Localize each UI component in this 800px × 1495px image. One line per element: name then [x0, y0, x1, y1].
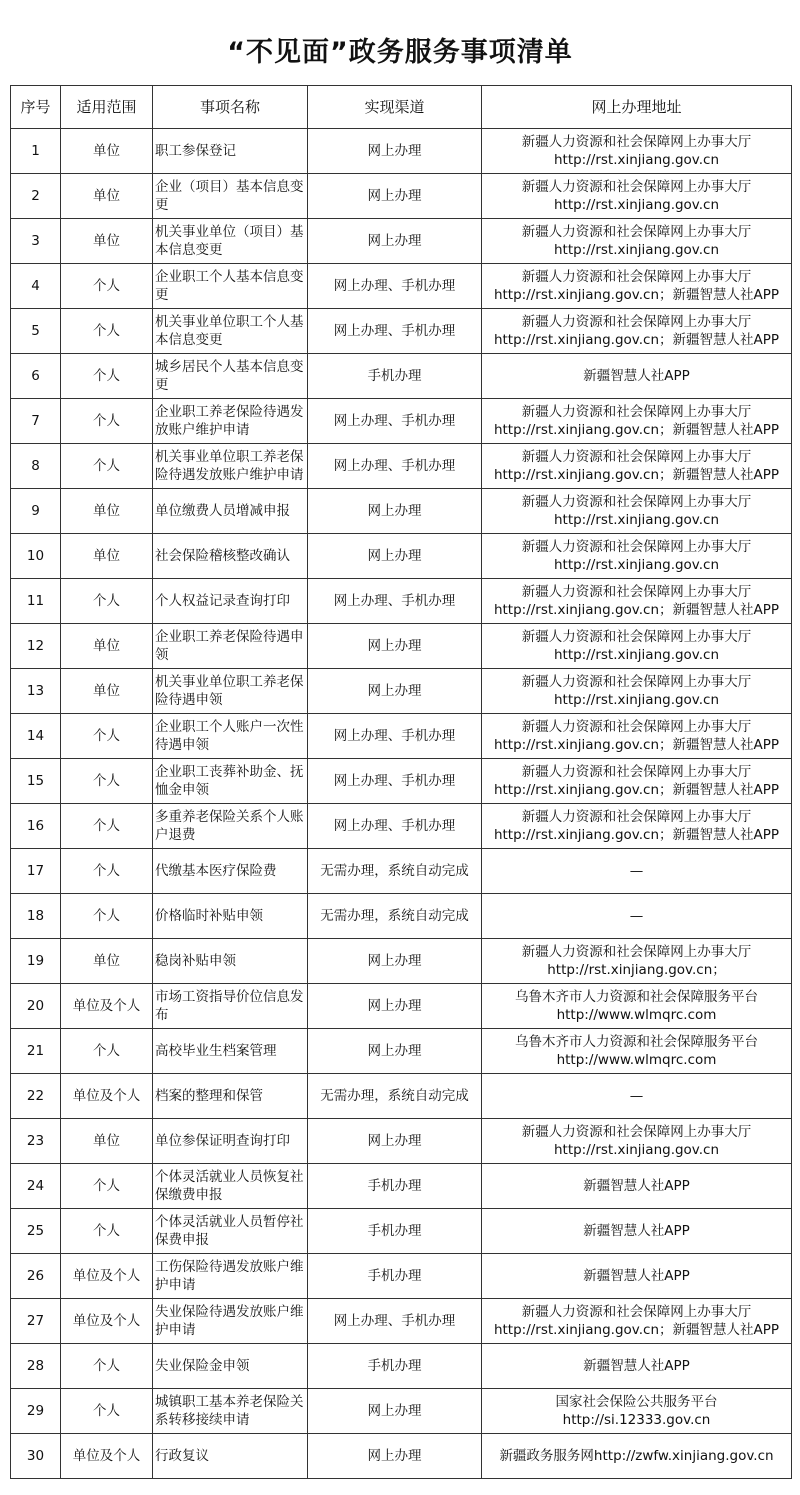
- row-number: 14: [11, 714, 61, 759]
- row-item-name: 个人权益记录查询打印: [153, 579, 308, 624]
- header-online-address: 网上办理地址: [482, 86, 792, 129]
- row-scope: 单位: [61, 219, 153, 264]
- row-channel: 网上办理、手机办理: [308, 759, 482, 804]
- row-number: 5: [11, 309, 61, 354]
- row-item-name: 工伤保险待遇发放账户维护申请: [153, 1254, 308, 1299]
- row-channel: 网上办理: [308, 534, 482, 579]
- row-item-name: 机关事业单位（项目）基本信息变更: [153, 219, 308, 264]
- row-item-name: 失业保险待遇发放账户维护申请: [153, 1299, 308, 1344]
- row-number: 18: [11, 894, 61, 939]
- table-row: [11, 1299, 792, 1344]
- row-scope: 个人: [61, 444, 153, 489]
- row-channel: 网上办理: [308, 1029, 482, 1074]
- row-online-address: 新疆人力资源和社会保障网上办事大厅http://rst.xinjiang.gov.cn；新疆智慧人社APP: [482, 579, 792, 624]
- row-online-address: 新疆人力资源和社会保障网上办事大厅http://rst.xinjiang.gov.cn；新疆智慧人社APP: [482, 1299, 792, 1344]
- table-row: [11, 534, 792, 579]
- row-number: 30: [11, 1434, 61, 1479]
- row-number: 6: [11, 354, 61, 399]
- table-row: [11, 1389, 792, 1434]
- row-scope: 个人: [61, 354, 153, 399]
- row-online-address: 乌鲁木齐市人力资源和社会保障服务平台http://www.wlmqrc.com: [482, 1029, 792, 1074]
- header-scope: 适用范围: [61, 86, 153, 129]
- row-channel: 无需办理，系统自动完成: [308, 894, 482, 939]
- row-channel: 网上办理、手机办理: [308, 399, 482, 444]
- table-body: [11, 129, 792, 1479]
- row-item-name: 高校毕业生档案管理: [153, 1029, 308, 1074]
- row-online-address: 新疆人力资源和社会保障网上办事大厅http://rst.xinjiang.gov.cn；新疆智慧人社APP: [482, 309, 792, 354]
- row-channel: 网上办理、手机办理: [308, 804, 482, 849]
- row-number: 13: [11, 669, 61, 714]
- row-channel: 网上办理、手机办理: [308, 444, 482, 489]
- service-items-table: [10, 85, 792, 1479]
- table-row: [11, 714, 792, 759]
- row-item-name: 企业职工养老保险待遇发放账户维护申请: [153, 399, 308, 444]
- row-scope: 个人: [61, 264, 153, 309]
- row-online-address: 新疆智慧人社APP: [482, 1344, 792, 1389]
- row-channel: 网上办理: [308, 669, 482, 714]
- row-number: 15: [11, 759, 61, 804]
- table-row: [11, 579, 792, 624]
- row-online-address: 新疆人力资源和社会保障网上办事大厅http://rst.xinjiang.gov.cn；新疆智慧人社APP: [482, 714, 792, 759]
- row-online-address: —: [482, 894, 792, 939]
- row-item-name: 多重养老保险关系个人账户退费: [153, 804, 308, 849]
- row-scope: 个人: [61, 759, 153, 804]
- row-number: 20: [11, 984, 61, 1029]
- row-scope: 个人: [61, 1209, 153, 1254]
- row-channel: 手机办理: [308, 1344, 482, 1389]
- row-scope: 单位及个人: [61, 1254, 153, 1299]
- table-row: [11, 1164, 792, 1209]
- row-scope: 单位及个人: [61, 984, 153, 1029]
- row-scope: 个人: [61, 1344, 153, 1389]
- row-number: 21: [11, 1029, 61, 1074]
- table-row: [11, 489, 792, 534]
- row-channel: 网上办理、手机办理: [308, 714, 482, 759]
- row-channel: 网上办理: [308, 624, 482, 669]
- row-scope: 单位: [61, 1119, 153, 1164]
- table-row: [11, 1074, 792, 1119]
- row-number: 23: [11, 1119, 61, 1164]
- row-number: 17: [11, 849, 61, 894]
- row-item-name: 企业职工丧葬补助金、抚恤金申领: [153, 759, 308, 804]
- row-number: 8: [11, 444, 61, 489]
- row-scope: 单位及个人: [61, 1074, 153, 1119]
- row-online-address: 新疆人力资源和社会保障网上办事大厅 http://rst.xinjiang.gov.cn: [482, 219, 792, 264]
- header-number: 序号: [11, 86, 61, 129]
- table-row: [11, 939, 792, 984]
- page-title: “不见面”政务服务事项清单: [227, 37, 573, 68]
- row-channel: 网上办理: [308, 489, 482, 534]
- row-online-address: 新疆人力资源和社会保障网上办事大厅 http://rst.xinjiang.gov.cn: [482, 174, 792, 219]
- row-number: 24: [11, 1164, 61, 1209]
- row-channel: 网上办理、手机办理: [308, 264, 482, 309]
- row-scope: 单位: [61, 669, 153, 714]
- row-number: 2: [11, 174, 61, 219]
- table-row: [11, 174, 792, 219]
- row-online-address: 新疆人力资源和社会保障网上办事大厅http://rst.xinjiang.gov.cn: [482, 534, 792, 579]
- row-item-name: 社会保险稽核整改确认: [153, 534, 308, 579]
- row-item-name: 企业（项目）基本信息变更: [153, 174, 308, 219]
- row-item-name: 个体灵活就业人员恢复社保缴费申报: [153, 1164, 308, 1209]
- row-online-address: 新疆智慧人社APP: [482, 1254, 792, 1299]
- table-row: [11, 669, 792, 714]
- row-number: 22: [11, 1074, 61, 1119]
- table-header-row: [11, 86, 792, 129]
- table-row: [11, 1029, 792, 1074]
- row-scope: 个人: [61, 849, 153, 894]
- row-scope: 单位: [61, 129, 153, 174]
- row-online-address: 新疆人力资源和社会保障网上办事大厅 http://rst.xinjiang.gov.cn: [482, 669, 792, 714]
- row-channel: 网上办理、手机办理: [308, 579, 482, 624]
- row-online-address: 新疆人力资源和社会保障网上办事大厅http://rst.xinjiang.gov.cn: [482, 1119, 792, 1164]
- row-online-address: 新疆人力资源和社会保障网上办事大厅http://rst.xinjiang.gov.cn: [482, 129, 792, 174]
- row-online-address: 乌鲁木齐市人力资源和社会保障服务平台http://www.wlmqrc.com: [482, 984, 792, 1029]
- table-row: [11, 354, 792, 399]
- row-channel: 手机办理: [308, 1209, 482, 1254]
- row-scope: 单位: [61, 489, 153, 534]
- row-channel: 网上办理: [308, 129, 482, 174]
- row-channel: 网上办理: [308, 939, 482, 984]
- table-row: [11, 804, 792, 849]
- table-row: [11, 849, 792, 894]
- row-scope: 单位: [61, 939, 153, 984]
- table-row: [11, 1209, 792, 1254]
- row-number: 28: [11, 1344, 61, 1389]
- row-scope: 个人: [61, 894, 153, 939]
- row-number: 25: [11, 1209, 61, 1254]
- row-item-name: 企业职工个人账户一次性待遇申领: [153, 714, 308, 759]
- table-row: [11, 264, 792, 309]
- row-scope: 个人: [61, 1029, 153, 1074]
- table-row: [11, 219, 792, 264]
- row-number: 29: [11, 1389, 61, 1434]
- row-scope: 个人: [61, 714, 153, 759]
- row-scope: 单位: [61, 624, 153, 669]
- row-item-name: 单位缴费人员增减申报: [153, 489, 308, 534]
- row-number: 4: [11, 264, 61, 309]
- row-number: 12: [11, 624, 61, 669]
- row-online-address: 国家社会保险公共服务平台http://si.12333.gov.cn: [482, 1389, 792, 1434]
- row-online-address: 新疆人力资源和社会保障网上办事大厅http://rst.xinjiang.gov.cn；新疆智慧人社APP: [482, 399, 792, 444]
- row-item-name: 档案的整理和保管: [153, 1074, 308, 1119]
- row-item-name: 机关事业单位职工养老保险待遇发放账户维护申请: [153, 444, 308, 489]
- row-channel: 网上办理、手机办理: [308, 309, 482, 354]
- row-number: 11: [11, 579, 61, 624]
- row-number: 10: [11, 534, 61, 579]
- table-row: [11, 624, 792, 669]
- row-item-name: 职工参保登记: [153, 129, 308, 174]
- table-row: [11, 1344, 792, 1389]
- row-channel: 网上办理: [308, 174, 482, 219]
- row-number: 26: [11, 1254, 61, 1299]
- row-item-name: 机关事业单位职工个人基本信息变更: [153, 309, 308, 354]
- row-online-address: 新疆智慧人社APP: [482, 1209, 792, 1254]
- row-online-address: 新疆人力资源和社会保障网上办事大厅http://rst.xinjiang.gov.cn；新疆智慧人社APP: [482, 759, 792, 804]
- row-online-address: 新疆人力资源和社会保障网上办事大厅http://rst.xinjiang.gov.cn；新疆智慧人社APP: [482, 444, 792, 489]
- row-number: 9: [11, 489, 61, 534]
- row-number: 1: [11, 129, 61, 174]
- row-online-address: 新疆智慧人社APP: [482, 1164, 792, 1209]
- row-item-name: 价格临时补贴申领: [153, 894, 308, 939]
- row-item-name: 企业职工养老保险待遇申领: [153, 624, 308, 669]
- row-channel: 无需办理，系统自动完成: [308, 849, 482, 894]
- row-item-name: 市场工资指导价位信息发布: [153, 984, 308, 1029]
- row-channel: 网上办理: [308, 984, 482, 1029]
- row-channel: 网上办理: [308, 1389, 482, 1434]
- row-channel: 无需办理，系统自动完成: [308, 1074, 482, 1119]
- row-channel: 网上办理: [308, 219, 482, 264]
- row-item-name: 稳岗补贴申领: [153, 939, 308, 984]
- table-row: [11, 309, 792, 354]
- row-item-name: 个体灵活就业人员暂停社保费申报: [153, 1209, 308, 1254]
- row-channel: 手机办理: [308, 1164, 482, 1209]
- row-scope: 单位及个人: [61, 1299, 153, 1344]
- row-number: 3: [11, 219, 61, 264]
- row-scope: 个人: [61, 399, 153, 444]
- row-channel: 网上办理、手机办理: [308, 1299, 482, 1344]
- row-scope: 单位及个人: [61, 1434, 153, 1479]
- row-online-address: 新疆人力资源和社会保障网上办事大厅http://rst.xinjiang.gov.cn；: [482, 939, 792, 984]
- row-online-address: 新疆智慧人社APP: [482, 354, 792, 399]
- row-number: 27: [11, 1299, 61, 1344]
- row-scope: 个人: [61, 804, 153, 849]
- row-online-address: 新疆人力资源和社会保障网上办事大厅http://rst.xinjiang.gov.cn: [482, 489, 792, 534]
- row-scope: 个人: [61, 309, 153, 354]
- row-item-name: 行政复议: [153, 1434, 308, 1479]
- table-row: [11, 444, 792, 489]
- table-row: [11, 1119, 792, 1164]
- table-row: [11, 1434, 792, 1479]
- row-number: 19: [11, 939, 61, 984]
- table-row: [11, 759, 792, 804]
- header-channel: 实现渠道: [308, 86, 482, 129]
- row-online-address: 新疆人力资源和社会保障网上办事大厅http://rst.xinjiang.gov.cn；新疆智慧人社APP: [482, 264, 792, 309]
- row-item-name: 代缴基本医疗保险费: [153, 849, 308, 894]
- row-number: 7: [11, 399, 61, 444]
- row-item-name: 机关事业单位职工养老保险待遇申领: [153, 669, 308, 714]
- row-scope: 单位: [61, 534, 153, 579]
- table-row: [11, 399, 792, 444]
- table-row: [11, 984, 792, 1029]
- row-number: 16: [11, 804, 61, 849]
- row-item-name: 单位参保证明查询打印: [153, 1119, 308, 1164]
- header-item-name: 事项名称: [153, 86, 308, 129]
- row-item-name: 失业保险金申领: [153, 1344, 308, 1389]
- row-scope: 个人: [61, 1389, 153, 1434]
- row-channel: 网上办理: [308, 1434, 482, 1479]
- row-channel: 网上办理: [308, 1119, 482, 1164]
- row-item-name: 城镇职工基本养老保险关系转移接续申请: [153, 1389, 308, 1434]
- row-online-address: 新疆政务服务网http://zwfw.xinjiang.gov.cn: [482, 1434, 792, 1479]
- row-online-address: —: [482, 849, 792, 894]
- row-scope: 个人: [61, 579, 153, 624]
- row-online-address: —: [482, 1074, 792, 1119]
- row-online-address: 新疆人力资源和社会保障网上办事大厅http://rst.xinjiang.gov.cn；新疆智慧人社APP: [482, 804, 792, 849]
- row-channel: 手机办理: [308, 1254, 482, 1299]
- row-item-name: 企业职工个人基本信息变更: [153, 264, 308, 309]
- row-item-name: 城乡居民个人基本信息变更: [153, 354, 308, 399]
- table-row: [11, 894, 792, 939]
- table-row: [11, 129, 792, 174]
- row-scope: 个人: [61, 1164, 153, 1209]
- row-scope: 单位: [61, 174, 153, 219]
- row-channel: 手机办理: [308, 354, 482, 399]
- row-online-address: 新疆人力资源和社会保障网上办事大厅 http://rst.xinjiang.gov.cn: [482, 624, 792, 669]
- table-row: [11, 1254, 792, 1299]
